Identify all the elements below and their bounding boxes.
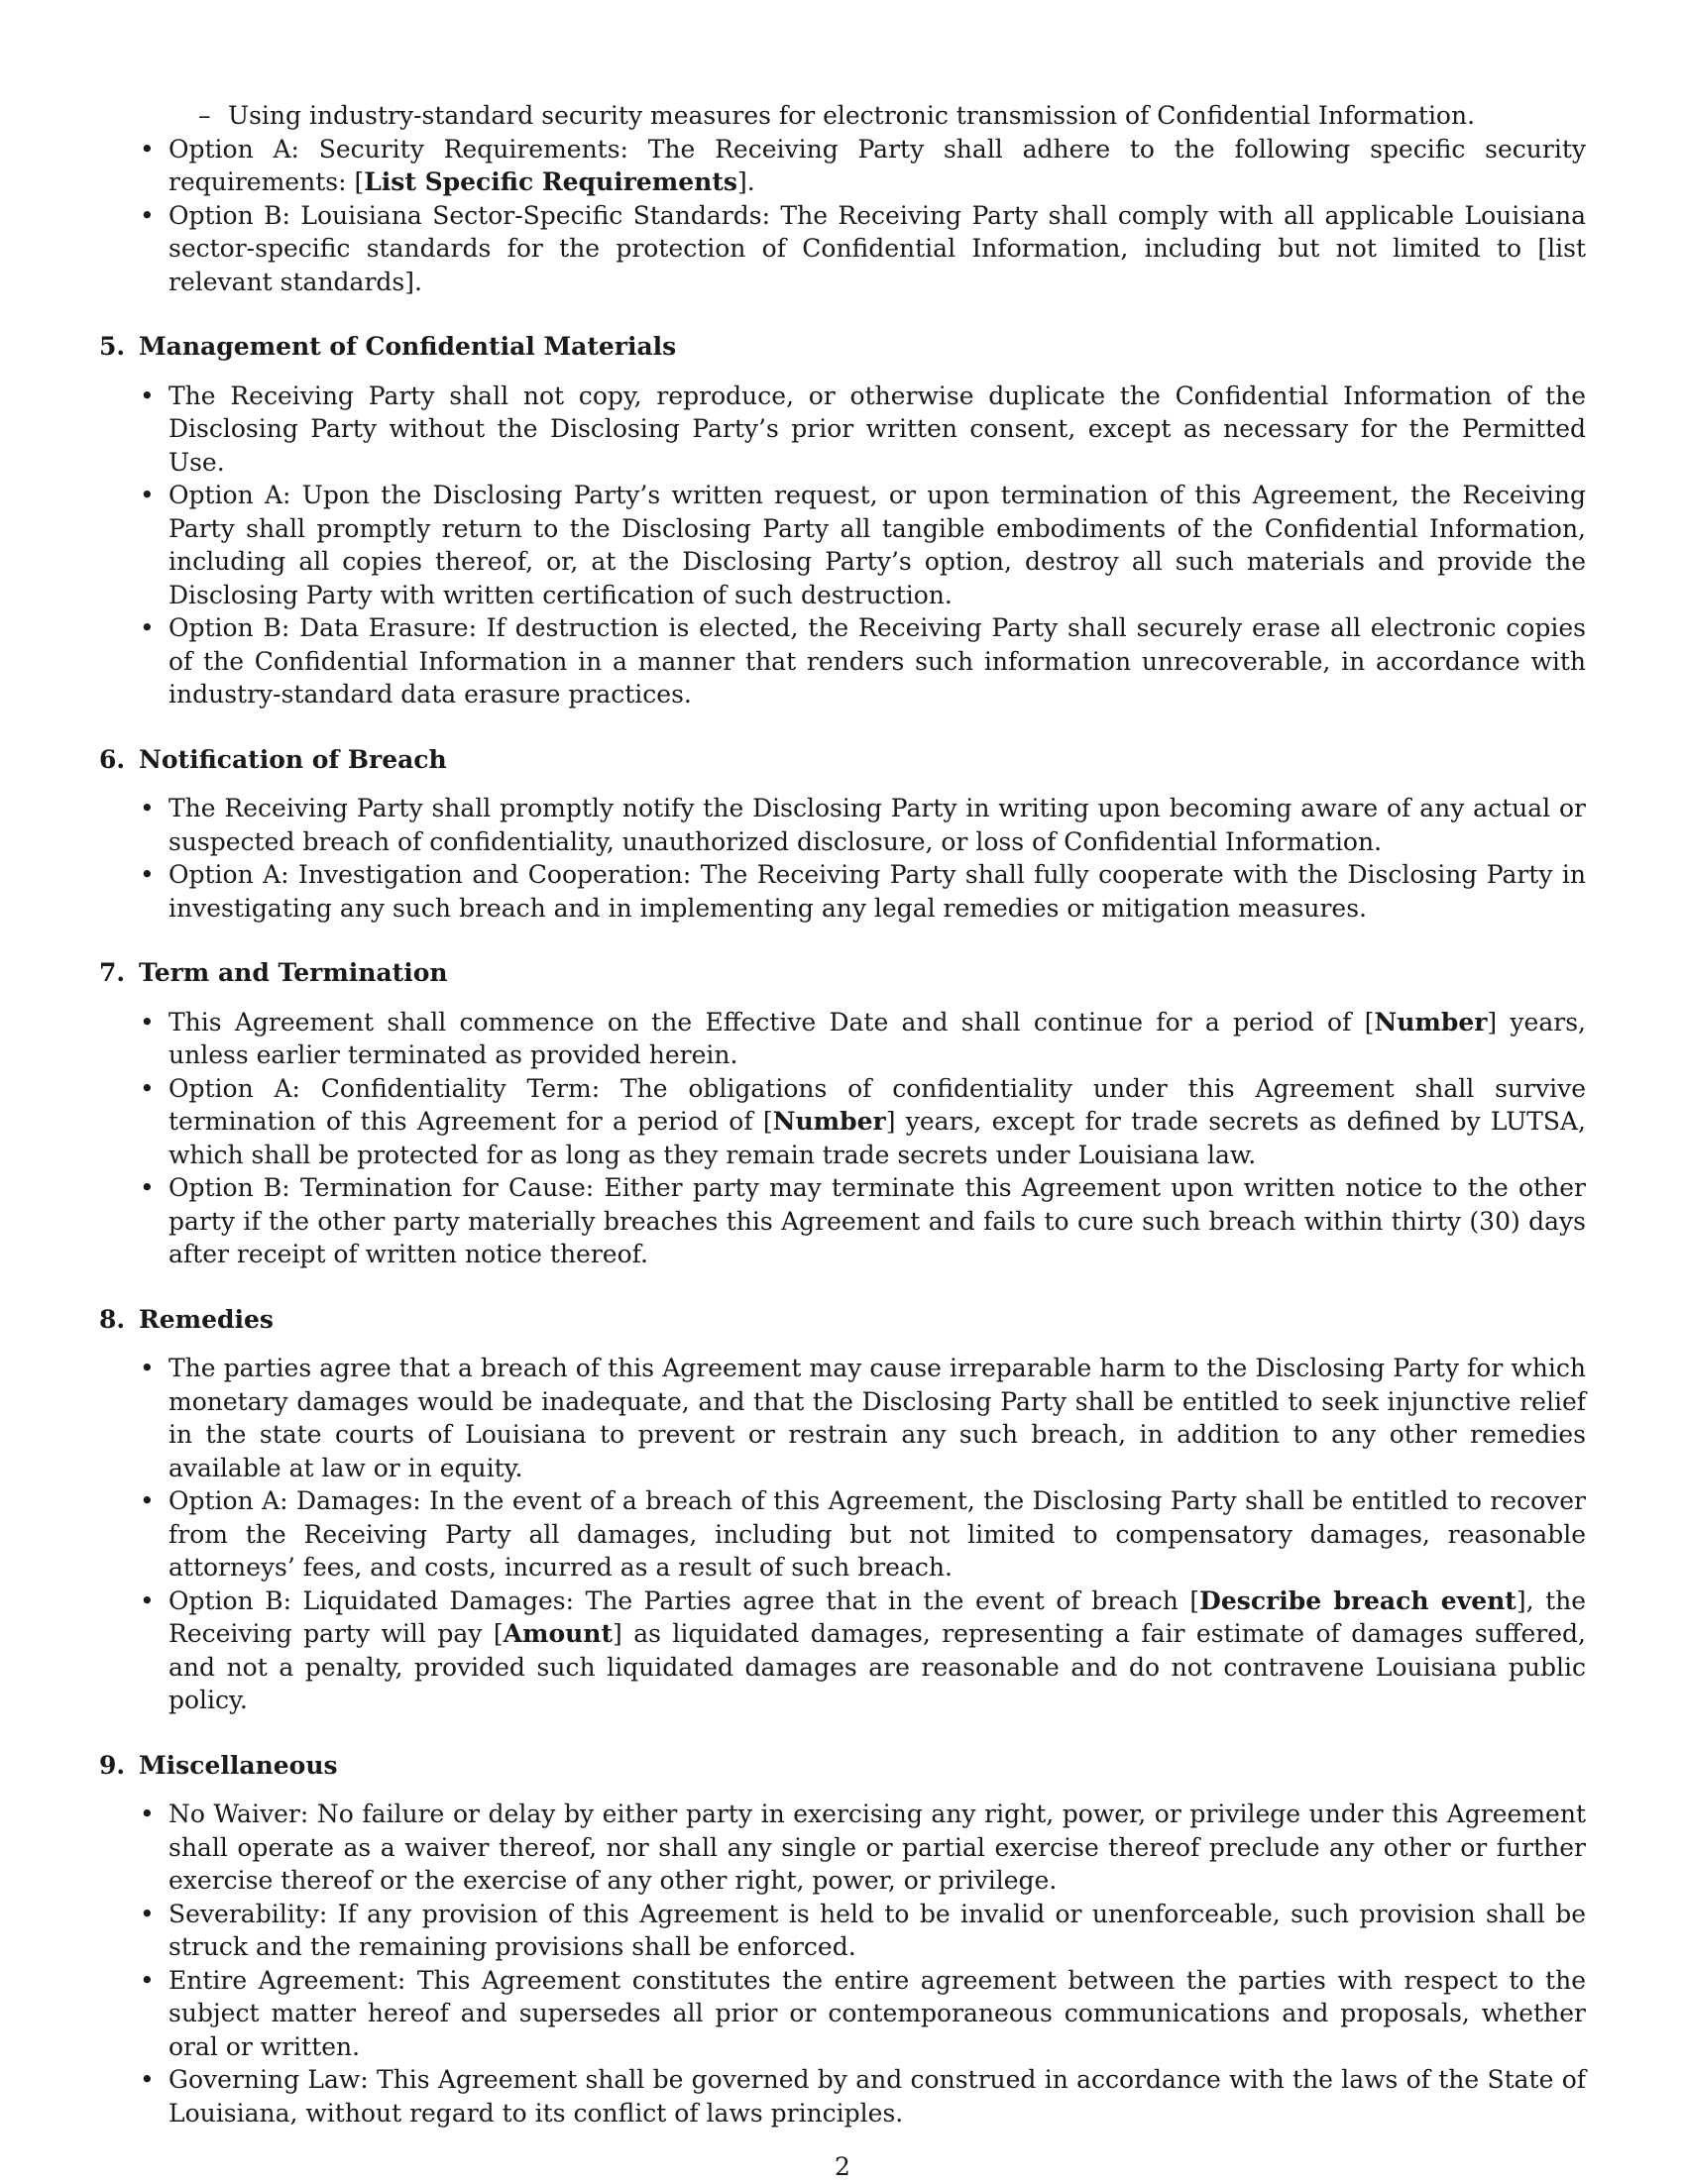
list-item: [99, 1964, 1586, 2064]
page-number: 2: [835, 2152, 850, 2181]
bullet-list: [99, 1798, 1586, 2129]
list-item-text: Severability: If any provision of this Agreement is held to be invalid or unenforceable, such provision shall be struck and the remaining provisions shall be enforced.: [168, 1899, 1586, 1961]
section-term: [99, 956, 1586, 1271]
list-item: [99, 1584, 1586, 1717]
list-item: [99, 1798, 1586, 1898]
section-heading: [99, 743, 1586, 777]
bullet-marker: •: [140, 1354, 155, 1382]
list-item-text: Option A: Security Requirements: The Receiving Party shall adhere to the following specific security requirements: [: [168, 134, 1586, 196]
section-miscellaneous: [99, 1749, 1586, 2130]
list-item-text: Entire Agreement: This Agreement constitutes the entire agreement between the parties with respect to the subject matter hereof and supersedes all prior or contemporaneous communications and proposals, whether oral or written.: [168, 1965, 1586, 2061]
section-heading: [99, 1303, 1586, 1337]
section-number: 9.: [99, 1750, 126, 1780]
list-item: [99, 199, 1586, 299]
bullet-marker: •: [140, 1965, 155, 1995]
list-item: [99, 1171, 1586, 1271]
list-item-text: ] as liquidated damages, representing a fair estimate of damages suffered, and not a penalty, provided such liquidated damages are reasonable and do not contravene Louisiana public policy.: [168, 1619, 1587, 1714]
list-item: [99, 2063, 1586, 2129]
list-item-text: The parties agree that a breach of this Agreement may cause irreparable harm to the Disclosing Party for which monetary damages would be inadequate, and that the Disclosing Party shall be entitled to seek injunctive relief in the state courts of Louisiana to prevent or restrain any such breach, in addition to any other remedies available at law or in equity.: [168, 1354, 1586, 1482]
list-item-text: Governing Law: This Agreement shall be governed by and construed in accordance with the laws of the State of Louisiana, without regard to its conflict of laws principles.: [168, 2065, 1586, 2128]
list-item-text: ] years, except for trade secrets as defined by LUTSA, which shall be protected for as long as they remain trade secrets under Louisiana law.: [168, 1107, 1587, 1169]
list-item-text: Using industry-standard security measures for electronic transmission of Confidential Information.: [228, 101, 1476, 130]
section-heading: [99, 956, 1586, 990]
section-title: Miscellaneous: [139, 1750, 338, 1780]
bullet-marker: •: [140, 381, 155, 410]
placeholder-field: Amount: [503, 1619, 614, 1648]
list-item: [99, 479, 1586, 611]
list-item-text: Option A: Upon the Disclosing Party’s written request, or upon termination of this Agreement, the Receiving Party shall promptly return to the Disclosing Party all tangible embodiments of the Confidential Information, including all copies thereof, or, at the Disclosing Party’s option, destroy all such materials and provide the Disclosing Party with written certification of such destruction.: [168, 481, 1586, 609]
list-item: [99, 1006, 1586, 1072]
placeholder-field: List Specific Requirements: [364, 167, 737, 196]
bullet-marker: •: [140, 2065, 155, 2094]
section-management: [99, 330, 1586, 711]
list-item-text: The Receiving Party shall promptly notify the Disclosing Party in writing upon becoming aware of any actual or suspected breach of confidentiality, unauthorized disclosure, or loss of Confidential Information.: [168, 794, 1586, 856]
placeholder-field: Number: [772, 1107, 886, 1136]
section-notification: [99, 743, 1586, 926]
bullet-list: [99, 380, 1586, 711]
bullet-marker: •: [140, 1899, 155, 1928]
list-item-text: Option A: Investigation and Cooperation: The Receiving Party shall fully cooperate with the Disclosing Party in investigating any such breach and in implementing any legal remedies or mitigation measures.: [168, 860, 1586, 923]
list-item: [99, 792, 1586, 858]
list-item-text: ].: [736, 167, 755, 196]
bullet-marker: •: [140, 1173, 155, 1202]
section-title: Notification of Breach: [139, 744, 447, 774]
bullet-marker: •: [140, 613, 155, 642]
section-heading: [99, 1749, 1586, 1783]
bullet-marker: •: [140, 1585, 155, 1615]
section-title: Management of Confidential Materials: [139, 332, 677, 361]
list-item-text: Option B: Termination for Cause: Either party may terminate this Agreement upon written notice to the other party if the other party materially breaches this Agreement and fails to cure such breach within thirty (30) days after receipt of written notice thereof.: [168, 1173, 1586, 1268]
bullet-list: [99, 133, 1586, 299]
list-item: [99, 380, 1586, 480]
placeholder-field: Number: [1374, 1007, 1488, 1037]
list-item: [99, 133, 1586, 199]
section-number: 7.: [99, 958, 126, 987]
bullet-list: [99, 1006, 1586, 1271]
bullet-marker: •: [140, 1486, 155, 1515]
bullet-marker: •: [140, 134, 155, 164]
bullet-marker: •: [140, 1007, 155, 1037]
list-item-text: Option A: Damages: In the event of a breach of this Agreement, the Disclosing Party shall be entitled to recover from the Receiving Party all damages, including but not limited to compensatory damages, reasonable attorneys’ fees, and costs, incurred as a result of such breach.: [168, 1486, 1586, 1582]
bullet-marker: •: [140, 481, 155, 509]
section-number: 6.: [99, 744, 126, 774]
document-body: [99, 99, 1586, 2129]
list-item: [99, 1898, 1586, 1964]
list-item-text: Option B: Louisiana Sector-Specific Standards: The Receiving Party shall comply with all applicable Louisiana sector-specific standards for the protection of Confidential Information, including but not limited to [list relevant standards].: [168, 200, 1586, 296]
list-item-text: Option B: Liquidated Damages: The Parties agree that in the event of breach [: [168, 1585, 1200, 1615]
bullet-marker: •: [140, 860, 155, 889]
list-item: [198, 99, 1586, 133]
list-item: [99, 1352, 1586, 1484]
list-item-text: ] years, unless earlier terminated as provided herein.: [168, 1007, 1586, 1069]
dash-marker: –: [198, 101, 211, 130]
list-item-text: This Agreement shall commence on the Effective Date and shall continue for a period of [: [168, 1007, 1375, 1037]
bullet-marker: •: [140, 1073, 155, 1103]
section-title: Term and Termination: [139, 958, 448, 987]
list-item: [99, 858, 1586, 925]
list-item: [99, 1484, 1586, 1584]
list-item-text: The Receiving Party shall not copy, reproduce, or otherwise duplicate the Confidential Information of the Disclosing Party without the Disclosing Party’s prior written consent, except as necessary for the Permitted Use.: [168, 381, 1586, 477]
bullet-list: [99, 792, 1586, 925]
section-remedies: [99, 1303, 1586, 1717]
bullet-marker: •: [140, 200, 155, 230]
section-number: 5.: [99, 332, 126, 361]
bullet-list: [99, 1352, 1586, 1717]
section-number: 8.: [99, 1304, 126, 1334]
section-title: Remedies: [139, 1304, 274, 1334]
list-item-text: Option B: Data Erasure: If destruction is elected, the Receiving Party shall securely erase all electronic copies of the Confidential Information in a manner that renders such information unrecoverable, in accordance with industry-standard data erasure practices.: [168, 613, 1586, 709]
placeholder-field: Describe breach event: [1199, 1585, 1516, 1615]
list-item-text: No Waiver: No failure or delay by either party in exercising any right, power, or privilege under this Agreement shall operate as a waiver thereof, nor shall any single or partial exercise thereof preclude any other or further exercise thereof or the exercise of any other right, power, or privilege.: [168, 1800, 1586, 1895]
list-item-text: ], the Receiving party will pay [: [168, 1585, 1587, 1648]
bullet-marker: •: [140, 794, 155, 822]
section-heading: [99, 330, 1586, 364]
bullet-marker: •: [140, 1800, 155, 1828]
list-item: [99, 611, 1586, 711]
list-item-text: Option A: Confidentiality Term: The obligations of confidentiality under this Agreement shall survive termination of this Agreement for a period of [: [168, 1073, 1586, 1136]
list-item: [99, 1072, 1586, 1172]
